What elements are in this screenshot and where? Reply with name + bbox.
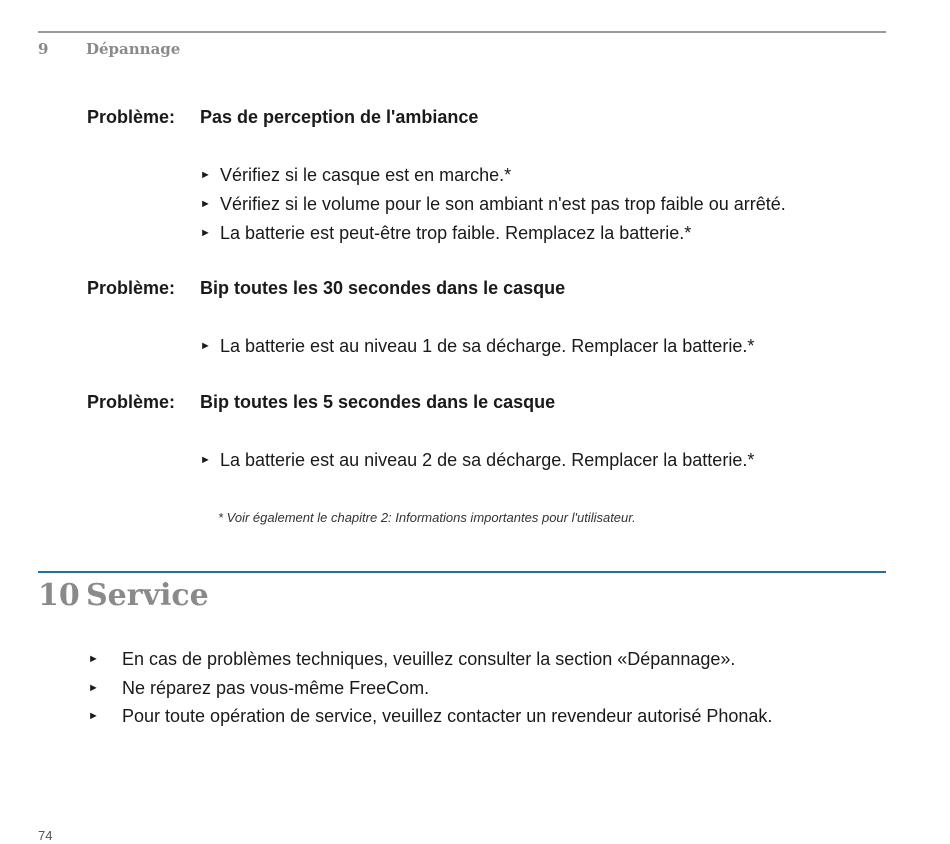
bullet-triangle-icon: ► xyxy=(88,710,99,722)
problem-label: Problème: xyxy=(87,107,176,127)
list-item-text: La batterie est au niveau 1 de sa décharge. Remplacer la batterie.* xyxy=(220,336,755,356)
list-item xyxy=(200,332,754,361)
solution-list xyxy=(200,332,754,361)
list-item-text: La batterie est peut-être trop faible. Remplacez la batterie.* xyxy=(220,223,692,243)
list-item-text: Pour toute opération de service, veuillez contacter un revendeur autorisé Phonak. xyxy=(122,706,773,726)
list-item xyxy=(200,219,786,248)
bullet-triangle-icon: ► xyxy=(88,681,99,694)
section-title: Service xyxy=(86,578,209,613)
bullet-triangle-icon: ► xyxy=(200,198,211,210)
bullet-triangle-icon: ► xyxy=(200,340,211,352)
list-item xyxy=(88,702,772,731)
list-item-text: Ne réparez pas vous-même FreeCom. xyxy=(122,677,430,698)
footnote: * Voir également le chapitre 2: Informations importantes pour l'utilisateur. xyxy=(218,510,636,525)
problem-title: Pas de perception de l'ambiance xyxy=(200,107,479,127)
list-item xyxy=(200,190,786,219)
service-list xyxy=(88,645,772,731)
section-rule xyxy=(38,571,886,573)
header-rule xyxy=(38,31,886,33)
bullet-triangle-icon: ► xyxy=(88,653,99,665)
list-item-text: Vérifiez si le volume pour le son ambiant n'est pas trop faible ou arrêté. xyxy=(220,194,786,214)
problem-label: Problème: xyxy=(87,278,176,298)
problem-label: Problème: xyxy=(87,392,176,412)
solution-list xyxy=(200,446,754,475)
bullet-triangle-icon: ► xyxy=(200,227,211,239)
page-number: 74 xyxy=(38,828,53,843)
bullet-triangle-icon: ► xyxy=(200,169,211,181)
list-item-text: La batterie est au niveau 2 de sa décharge. Remplacer la batterie.* xyxy=(220,450,755,470)
section-number: 10 xyxy=(38,578,80,613)
problem-title: Bip toutes les 30 secondes dans le casque xyxy=(200,278,566,298)
list-item xyxy=(200,446,754,475)
problem-title: Bip toutes les 5 secondes dans le casque xyxy=(200,392,556,412)
chapter-title: Dépannage xyxy=(86,40,181,58)
list-item xyxy=(200,161,786,190)
list-item-text: Vérifiez si le casque est en marche.* xyxy=(220,165,512,185)
bullet-triangle-icon: ► xyxy=(200,454,211,466)
list-item xyxy=(88,645,772,674)
list-item xyxy=(88,674,772,703)
list-item-text: En cas de problèmes techniques, veuillez consulter la section «Dépannage». xyxy=(122,649,736,669)
chapter-number: 9 xyxy=(38,40,49,58)
solution-list xyxy=(200,161,786,248)
